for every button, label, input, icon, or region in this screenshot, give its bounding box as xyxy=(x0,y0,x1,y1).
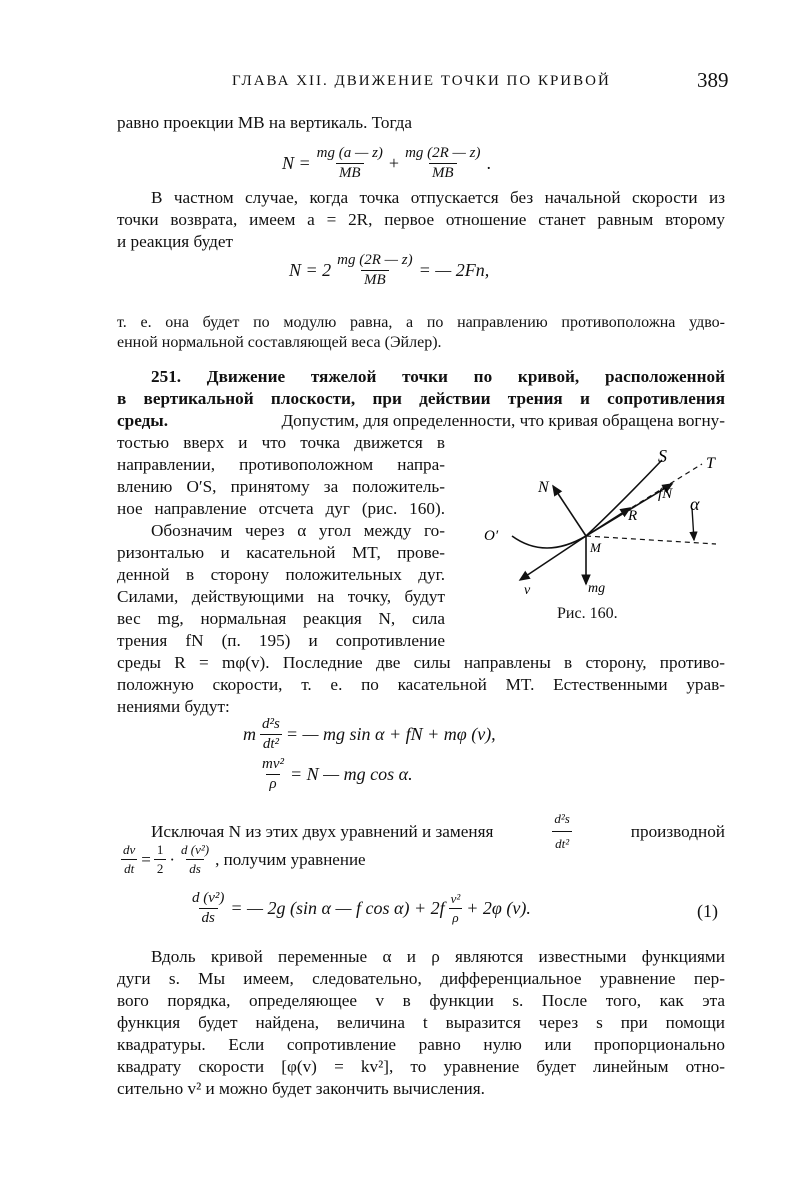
curve xyxy=(512,536,586,548)
fraction xyxy=(314,145,386,182)
fraction xyxy=(448,891,464,926)
label-fN: fN xyxy=(658,486,673,502)
eq-rhs: = — 2Fn, xyxy=(418,260,490,280)
equation-2 xyxy=(289,252,489,289)
eq-rhs: = N — mg cos α. xyxy=(290,764,413,784)
fraction xyxy=(178,842,212,877)
denominator: dt xyxy=(121,859,137,877)
eq-middle: = — 2g (sin α — f cos α) + 2f xyxy=(230,898,445,918)
text-line: квадрату скорости [φ(v) = kv²], то уравнение будет линейным отно- xyxy=(117,1057,725,1076)
page-number: 389 xyxy=(697,68,729,92)
text-line: нениями будут: xyxy=(117,697,230,716)
fraction xyxy=(259,756,287,793)
text-fragment: , получим уравнение xyxy=(215,849,366,869)
text-line: ризонталью и касательной MT, прове- xyxy=(117,543,445,562)
equation-motion-2 xyxy=(256,756,413,793)
numerator: d²s xyxy=(262,716,280,732)
fraction xyxy=(154,842,167,877)
label-alpha: α xyxy=(690,494,700,514)
equation-number: (1) xyxy=(697,901,718,921)
numerator: d (v²) xyxy=(192,890,225,906)
eq-lhs: m xyxy=(243,724,256,744)
numerator: mg (a — z) xyxy=(316,145,383,161)
equals-sign: = xyxy=(141,849,151,869)
numerator: mg (2R — z) xyxy=(337,252,413,268)
text-fragment: Допустим, для определенности, что кривая обращена вогну- xyxy=(281,411,725,430)
eq-end: + 2φ (v). xyxy=(466,898,531,918)
arrow-v xyxy=(520,536,586,580)
text-line: сительно v² и можно будет закончить вычисления. xyxy=(117,1079,485,1098)
text-line: среды R = mφ(v). Последние две силы направлены в сторону, противо- xyxy=(117,653,725,672)
fraction xyxy=(259,716,283,753)
numerator: dv xyxy=(123,842,136,857)
text-line-with-fractions xyxy=(117,842,366,877)
label-R: R xyxy=(628,508,638,524)
text-line: дуги s. Мы имеем, следовательно, дифференциальное уравнение пер- xyxy=(117,969,725,988)
section-title-end: среды. xyxy=(117,411,169,430)
denominator: 2 xyxy=(154,859,167,877)
numerator: d (v²) xyxy=(181,842,210,857)
text-fragment: Исключая N из этих двух уравнений и заменяя xyxy=(151,821,494,841)
numerator: d²s xyxy=(554,811,570,826)
fraction xyxy=(189,890,227,927)
text-line: равно проекции MB на вертикаль. Тогда xyxy=(117,113,413,132)
horizontal-line xyxy=(586,536,716,544)
plus-sign: + xyxy=(388,153,400,173)
denominator: ρ xyxy=(449,908,461,926)
text-line: направлении, противоположном напра- xyxy=(117,455,445,474)
equation-1 xyxy=(282,145,491,182)
label-S: S xyxy=(658,448,667,466)
denominator: ds xyxy=(186,859,204,877)
text-line: точки возврата, имеем a = 2R, первое отношение станет равным второму xyxy=(117,210,725,229)
eq-rhs: = — mg sin α + fN + mφ (v), xyxy=(285,724,496,744)
text-line: Силами, действующими на точку, будут xyxy=(117,587,445,606)
text-line: денной в сторону положительных дуг. xyxy=(117,565,445,584)
fraction xyxy=(551,808,572,855)
running-header: ГЛАВА XII. ДВИЖЕНИЕ ТОЧКИ ПО КРИВОЙ xyxy=(232,73,611,89)
figure-caption: Рис. 160. xyxy=(557,605,618,622)
arrow-R xyxy=(586,508,630,536)
text-fragment: производной xyxy=(630,821,725,841)
numerator: mv² xyxy=(262,756,284,772)
numerator: mg (2R — z) xyxy=(405,145,481,161)
dot: · xyxy=(169,849,176,869)
arrow-N xyxy=(553,486,586,536)
label-v: v xyxy=(524,583,531,598)
text-line: В частном случае, когда точка отпускается без начальной скорости из xyxy=(151,188,725,207)
denominator: dt² xyxy=(552,831,572,855)
denominator: dt² xyxy=(260,734,282,753)
text-line: ное направление отсчета дуг (рис. 160). xyxy=(117,499,445,518)
text-line: и реакция будет xyxy=(117,232,233,251)
text-line: положную скорости, т. е. по касательной MT. Естественными урав- xyxy=(117,675,725,694)
curve-upper xyxy=(586,460,662,536)
text-line: трения fN (п. 195) и сопротивление xyxy=(117,631,445,650)
denominator: ds xyxy=(199,908,218,927)
eq-lhs: N = 2 xyxy=(289,260,332,280)
text-line: вес mg, нормальная реакция N, сила xyxy=(117,609,445,628)
fraction xyxy=(334,252,415,289)
label-mg: mg xyxy=(588,581,606,596)
denominator: MB xyxy=(361,270,389,289)
eq-lhs: N = xyxy=(282,153,311,173)
denominator: MB xyxy=(336,163,364,182)
figure-160-diagram xyxy=(470,448,728,618)
fraction xyxy=(402,145,483,182)
numerator: v² xyxy=(450,891,461,906)
text-line xyxy=(117,410,725,432)
text-line: тостью вверх и что точка движется в xyxy=(117,433,445,452)
text-line: т. е. она будет по модулю равна, а по направлению противоположна удво- xyxy=(117,314,725,331)
section-title: 251. Движение тяжелой точки по кривой, расположенной xyxy=(151,367,725,386)
denominator: ρ xyxy=(266,774,279,793)
text-line: функция будет найдена, величина t выразится через s при помощи xyxy=(117,1013,725,1032)
fraction xyxy=(120,842,138,877)
label-N: N xyxy=(538,479,549,496)
equation-1-numbered xyxy=(186,890,531,927)
text-line: вого порядка, определяющее v в функции s. После того, как эта xyxy=(117,991,725,1010)
text-line: енной нормальной составляющей веса (Эйлер). xyxy=(117,334,442,351)
text-line: Обозначим через α угол между го- xyxy=(151,521,445,540)
period: . xyxy=(486,153,491,173)
label-M: M xyxy=(590,540,601,555)
text-line: влению O′S, принятому за положитель- xyxy=(117,477,445,496)
section-title: в вертикальной плоскости, при действии трения и сопротивления xyxy=(117,389,725,408)
label-O: O′ xyxy=(484,528,499,544)
text-line: Вдоль кривой переменные α и ρ являются известными функциями xyxy=(151,947,725,966)
text-line: квадратуры. Если сопротивление равно нулю или пропорционально xyxy=(117,1035,725,1054)
label-T: T xyxy=(706,455,715,472)
equation-motion-1 xyxy=(243,716,496,753)
numerator: 1 xyxy=(156,842,164,857)
denominator: MB xyxy=(429,163,457,182)
